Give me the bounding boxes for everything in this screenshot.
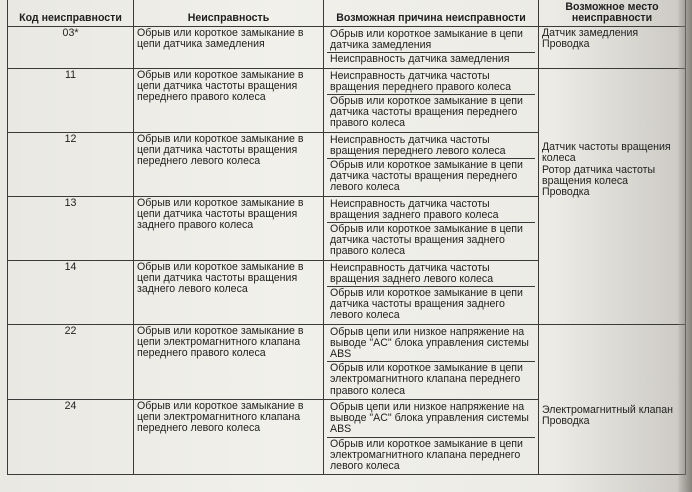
table-row [8,68,686,132]
fault-description: Обрыв или короткое замыкание в цепи электромагнитного клапана переднего правого колеса [134,324,324,399]
fault-causes [324,324,539,399]
fault-code: 24 [8,399,134,474]
fault-causes [324,196,539,260]
location-item: Проводка [542,38,590,51]
location-item: Ротор датчика частоты вращения колеса [542,163,656,187]
fault-causes [324,132,539,196]
cause-item: Обрыв цепи или низкое напряжение на выводе "AC" блока управления системы ABS [327,401,535,438]
fault-causes [324,399,539,474]
cause-item: Неисправность датчика частоты вращения заднего правого колеса [327,198,535,223]
fault-code: 12 [8,132,134,196]
table-row [8,324,686,399]
fault-description: Обрыв или короткое замыкание в цепи электромагнитного клапана переднего левого колеса [134,399,324,474]
header-cause: Возможная причина неисправности [324,0,539,27]
cause-item: Обрыв или короткое замыкание в цепи электромагнитного клапана переднего правого колеса [330,362,523,397]
fault-codes-table [7,0,686,475]
cause-item: Обрыв или короткое замыкание в цепи датчика замедления [327,28,535,53]
cause-item: Неисправность датчика частоты вращения переднего правого колеса [327,70,535,95]
table-row [8,27,686,69]
fault-location [539,27,686,69]
fault-code: 22 [8,324,134,399]
page-fold-shadow [678,0,692,492]
cause-item: Обрыв или короткое замыкание в цепи датчика частоты вращения заднего правого колеса [330,223,523,258]
fault-description: Обрыв или короткое замыкание в цепи датчика частоты вращения заднего левого колеса [134,260,324,324]
location-item: Датчик частоты вращения колеса [542,141,671,165]
fault-description: Обрыв или короткое замыкание в цепи датчика частоты вращения заднего правого колеса [134,196,324,260]
fault-description: Обрыв или короткое замыкание в цепи датчика частоты вращения переднего правого колеса [134,68,324,132]
fault-description: Обрыв или короткое замыкание в цепи датчика замедления [134,27,324,69]
cause-item: Обрыв или короткое замыкание в цепи электромагнитного клапана переднего левого колеса [330,437,523,472]
fault-causes [324,68,539,132]
header-fault: Неисправность [134,0,324,27]
header-code: Код неисправности [8,0,134,27]
cause-item: Обрыв или короткое замыкание в цепи датчика частоты вращения переднего левого колеса [330,159,523,194]
location-item: Электромагнитный клапан [542,404,674,417]
cause-item: Обрыв или короткое замыкание в цепи датчика частоты вращения заднего левого колеса [330,287,523,322]
cause-item: Обрыв или короткое замыкание в цепи датчика частоты вращения переднего правого колеса [330,95,523,130]
fault-code: 14 [8,260,134,324]
fault-code: 03* [8,27,134,69]
header-location: Возможное место неисправности [539,0,686,27]
fault-location [539,324,686,474]
cause-item: Обрыв цепи или низкое напряжение на выводе "AC" блока управления системы ABS [327,326,535,363]
location-item: Датчик замедления [542,27,639,39]
fault-code: 11 [8,68,134,132]
fault-location [539,68,686,324]
fault-causes [324,260,539,324]
cause-item: Неисправность датчика частоты вращения переднего левого колеса [327,134,535,159]
fault-code: 13 [8,196,134,260]
fault-description: Обрыв или короткое замыкание в цепи датчика частоты вращения переднего левого колеса [134,132,324,196]
location-item: Проводка [542,185,590,198]
fault-causes [324,27,539,69]
cause-item: Неисправность датчика частоты вращения заднего левого колеса [327,262,535,287]
cause-item: Неисправность датчика замедления [330,53,510,66]
location-item: Проводка [542,415,590,428]
